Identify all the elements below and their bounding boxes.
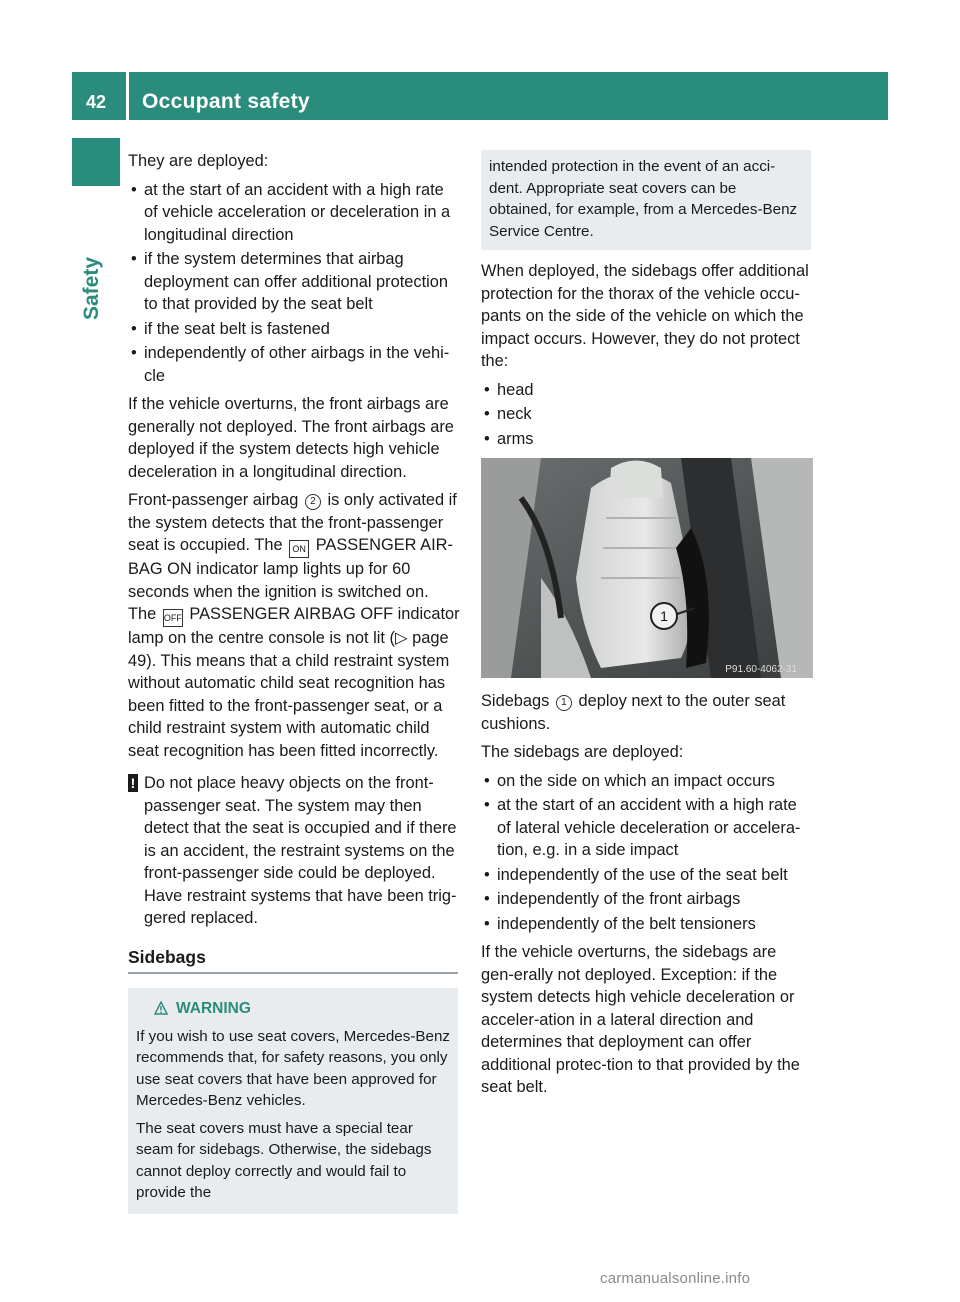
list-item: • if the system determines that airbag deployment can offer additional protection to that provided by the seat belt <box>128 248 460 316</box>
callout-number: 1 <box>556 695 572 711</box>
list-item: • arms <box>481 428 813 451</box>
right-column <box>481 154 813 1105</box>
photo-callout-number: 1 <box>660 608 668 624</box>
unprotected-parts-list <box>481 379 813 451</box>
text-span: deploy next to the outer seat cushions. <box>481 692 786 733</box>
sidebar-section-label: Safety <box>80 256 103 320</box>
warning-box <box>128 988 458 1214</box>
sidebag-seat-photo <box>481 458 813 678</box>
exclamation-icon: ! <box>128 774 138 792</box>
sidebag-overturn-paragraph: If the vehicle overturns, the sidebags are gen-erally not deployed. Exception: if the system detects high vehicle deceleration or acceler-ation in a lateral direction and determines that deployment can offer additional protec-tion to that provided by the seat belt. <box>481 943 800 1096</box>
left-column <box>128 150 460 1214</box>
list-item: • at the start of an accident with a high rate of lateral vehicle deceleration or accelera-tion, e.g. in a side impact <box>481 794 813 862</box>
sidebag-deploy-intro: The sidebags are deployed: <box>481 743 684 761</box>
page-reference-link[interactable]: (▷ page 49). This means that a child restraint system without automatic child seat recognition has been fitted to the front-passenger seat, or a child restraint system with automatic child seat recognition has been fitted incorrectly. <box>128 629 450 760</box>
text-span: PASSENGER AIRBAG OFF indicator lamp on the centre console is not lit <box>128 605 460 647</box>
list-item: • at the start of an accident with a high rate of vehicle acceleration or deceleration in a longitudinal direction <box>128 179 460 247</box>
photo-caption <box>481 690 813 735</box>
list-item: • on the side on which an impact occurs <box>481 770 813 793</box>
list-item: • independently of other airbags in the vehi-cle <box>128 342 460 387</box>
deploy-conditions-list <box>128 179 460 388</box>
list-item: • independently of the use of the seat belt <box>481 864 813 887</box>
airbag-off-indicator-icon: OFF <box>163 609 183 627</box>
page-title: Occupant safety <box>142 90 310 113</box>
section-heading-sidebags: Sidebags <box>128 946 458 975</box>
front-passenger-paragraph <box>128 489 460 762</box>
list-item: • neck <box>481 403 813 426</box>
list-item: • independently of the front airbags <box>481 888 813 911</box>
overturn-paragraph: If the vehicle overturns, the front airbags are generally not deployed. The front airbags are deployed if the system detects high vehicle deceleration in a longitudinal direction. <box>128 395 454 481</box>
text-span: is only activated if the system detects that the front-passenger seat is occupied. The <box>128 491 457 554</box>
header-divider <box>126 72 129 120</box>
notice-block <box>128 772 460 930</box>
footer-watermark: carmanualsonline.info <box>600 1270 751 1287</box>
sidebag-conditions-list <box>481 770 813 936</box>
deploy-intro: They are deployed: <box>128 152 269 170</box>
list-item: • if the seat belt is fastened <box>128 318 460 341</box>
callout-number: 2 <box>305 494 321 510</box>
warning-triangle-icon <box>154 1001 168 1015</box>
warning-continuation-box: intended protection in the event of an acci-dent. Appropriate seat covers can be obtained, for example, from a Mercedes-Benz Service Centre. <box>481 150 811 250</box>
sidebag-protection-paragraph: When deployed, the sidebags offer additional protection for the thorax of the vehicle occu-pants on the side of the vehicle on which the impact occurs. However, they do not protect the: <box>481 262 809 370</box>
section-marker <box>72 138 120 186</box>
text-span: PASSENGER AIR-BAG ON indicator lamp lights up for 60 seconds when the ignition is switched on. The <box>128 536 453 623</box>
warning-title-row <box>154 998 450 1020</box>
warning-paragraph: The seat covers must have a special tear seam for sidebags. Otherwise, the sidebags cannot deploy correctly and would fail to provide the <box>136 1119 432 1201</box>
notice-text: Do not place heavy objects on the front-passenger seat. The system may then detect that the seat is occupied and if there is an accident, the restraint systems on the front-passenger side could be deployed. Have restraint systems that have been trig-gered replaced. <box>144 774 457 927</box>
warning-paragraph: If you wish to use seat covers, Mercedes-Benz recommends that, for safety reasons, you only use seat covers that have been approved for Mercedes-Benz vehicles. <box>136 1027 451 1109</box>
photo-code: P91.60-4062-31 <box>725 664 797 675</box>
seat-illustration <box>481 458 813 678</box>
text-span: Sidebags <box>481 692 550 710</box>
text-span: Front-passenger airbag <box>128 491 299 509</box>
airbag-on-indicator-icon: ON <box>289 540 309 558</box>
warning-title: WARNING <box>176 1000 251 1017</box>
page-number: 42 <box>86 92 107 112</box>
page-header <box>72 72 888 120</box>
list-item: • head <box>481 379 813 402</box>
list-item: • independently of the belt tensioners <box>481 913 813 936</box>
